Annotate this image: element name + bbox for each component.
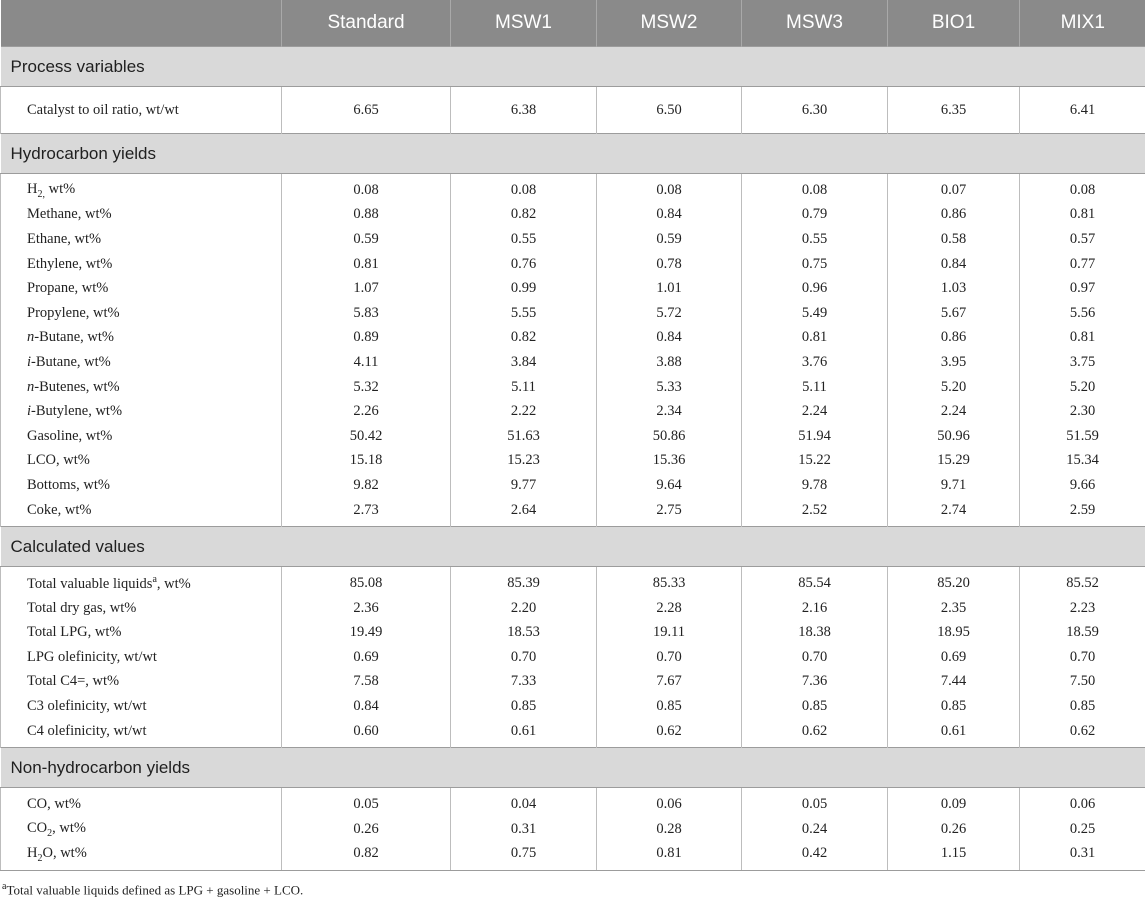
table-cell: 0.75 bbox=[742, 252, 888, 277]
table-row bbox=[1, 596, 1145, 621]
table-cell: 85.08 bbox=[282, 567, 451, 596]
table-cell: 0.81 bbox=[597, 842, 742, 871]
table-cell: 1.15 bbox=[888, 842, 1020, 871]
row-label-italic: i bbox=[27, 403, 31, 419]
table-cell: 85.20 bbox=[888, 567, 1020, 596]
table-cell: 1.07 bbox=[282, 276, 451, 301]
row-label-suffix: -Butane, wt% bbox=[34, 329, 114, 345]
table-cell: 18.38 bbox=[742, 621, 888, 646]
table-cell: 0.59 bbox=[282, 227, 451, 252]
table-row bbox=[1, 252, 1145, 277]
row-label bbox=[1, 567, 282, 596]
table-cell: 0.24 bbox=[742, 817, 888, 842]
table-cell: 0.61 bbox=[451, 719, 597, 748]
row-label: Gasoline, wt% bbox=[1, 424, 282, 449]
table-cell: 0.31 bbox=[451, 817, 597, 842]
table-cell: 0.84 bbox=[282, 694, 451, 719]
table-cell: 0.05 bbox=[282, 788, 451, 817]
table-cell: 3.88 bbox=[597, 350, 742, 375]
row-label: LPG olefinicity, wt/wt bbox=[1, 645, 282, 670]
table-cell: 0.25 bbox=[1020, 817, 1145, 842]
table-cell: 5.55 bbox=[451, 301, 597, 326]
row-label-italic: i bbox=[27, 354, 31, 370]
table-cell: 2.30 bbox=[1020, 399, 1145, 424]
table-cell: 51.63 bbox=[451, 424, 597, 449]
table-cell: 0.55 bbox=[742, 227, 888, 252]
table-cell: 0.62 bbox=[597, 719, 742, 748]
table-cell: 19.11 bbox=[597, 621, 742, 646]
table-cell: 0.70 bbox=[597, 645, 742, 670]
row-label bbox=[1, 350, 282, 375]
table-cell: 15.36 bbox=[597, 449, 742, 474]
row-label-italic: n bbox=[27, 379, 34, 395]
row-label: Methane, wt% bbox=[1, 203, 282, 228]
table-cell: 7.44 bbox=[888, 670, 1020, 695]
table-cell: 0.79 bbox=[742, 203, 888, 228]
table-row bbox=[1, 788, 1145, 817]
table-cell: 15.22 bbox=[742, 449, 888, 474]
row-label-suffix: , wt% bbox=[52, 820, 86, 836]
row-label-superscript: a bbox=[152, 574, 156, 585]
section-row-nonhydrocarbon bbox=[1, 748, 1145, 788]
table-cell: 9.71 bbox=[888, 473, 1020, 498]
table-row bbox=[1, 301, 1145, 326]
table-row bbox=[1, 87, 1145, 134]
table-cell: 0.99 bbox=[451, 276, 597, 301]
section-title: Calculated values bbox=[1, 527, 1145, 567]
table-cell: 3.95 bbox=[888, 350, 1020, 375]
table-cell: 0.55 bbox=[451, 227, 597, 252]
row-label-text: H bbox=[27, 845, 37, 861]
row-label: Propane, wt% bbox=[1, 276, 282, 301]
table-cell: 0.82 bbox=[451, 326, 597, 351]
table-row bbox=[1, 424, 1145, 449]
table-cell: 6.41 bbox=[1020, 87, 1145, 134]
section-row-calculated bbox=[1, 527, 1145, 567]
footnote bbox=[0, 871, 1145, 898]
row-label: Catalyst to oil ratio, wt/wt bbox=[1, 87, 282, 134]
header-msw1: MSW1 bbox=[451, 0, 597, 47]
table-cell: 0.97 bbox=[1020, 276, 1145, 301]
row-label-suffix: wt% bbox=[45, 181, 75, 197]
table-cell: 2.22 bbox=[451, 399, 597, 424]
table-cell: 2.34 bbox=[597, 399, 742, 424]
table-cell: 5.83 bbox=[282, 301, 451, 326]
footnote-text: Total valuable liquids defined as LPG + gasoline + LCO. bbox=[6, 883, 303, 898]
table-cell: 3.76 bbox=[742, 350, 888, 375]
table-cell: 9.77 bbox=[451, 473, 597, 498]
row-label: Total C4=, wt% bbox=[1, 670, 282, 695]
row-label-subscript: 2, bbox=[37, 189, 45, 200]
table-row bbox=[1, 498, 1145, 527]
table-cell: 0.70 bbox=[742, 645, 888, 670]
row-label-text: CO bbox=[27, 820, 47, 836]
table-cell: 0.96 bbox=[742, 276, 888, 301]
row-label-suffix: -Butane, wt% bbox=[31, 354, 111, 370]
row-label bbox=[1, 174, 282, 203]
table-cell: 0.26 bbox=[282, 817, 451, 842]
table-cell: 15.34 bbox=[1020, 449, 1145, 474]
table-cell: 0.08 bbox=[1020, 174, 1145, 203]
table-cell: 0.08 bbox=[597, 174, 742, 203]
table-cell: 5.20 bbox=[888, 375, 1020, 400]
table-cell: 7.36 bbox=[742, 670, 888, 695]
section-title: Non-hydrocarbon yields bbox=[1, 748, 1145, 788]
row-label-suffix: , wt% bbox=[157, 576, 191, 592]
table-row bbox=[1, 203, 1145, 228]
table-cell: 2.26 bbox=[282, 399, 451, 424]
table-cell: 0.70 bbox=[451, 645, 597, 670]
table-cell: 2.52 bbox=[742, 498, 888, 527]
row-label: C3 olefinicity, wt/wt bbox=[1, 694, 282, 719]
header-standard: Standard bbox=[282, 0, 451, 47]
header-msw3: MSW3 bbox=[742, 0, 888, 47]
row-label: Bottoms, wt% bbox=[1, 473, 282, 498]
table-cell: 50.86 bbox=[597, 424, 742, 449]
table-row bbox=[1, 449, 1145, 474]
table-cell: 4.11 bbox=[282, 350, 451, 375]
table-cell: 15.18 bbox=[282, 449, 451, 474]
row-label-suffix: O, wt% bbox=[42, 845, 86, 861]
table-cell: 0.31 bbox=[1020, 842, 1145, 871]
row-label-suffix: -Butylene, wt% bbox=[31, 403, 122, 419]
table-cell: 0.04 bbox=[451, 788, 597, 817]
table-row bbox=[1, 817, 1145, 842]
table-cell: 0.81 bbox=[742, 326, 888, 351]
table-row bbox=[1, 350, 1145, 375]
table-cell: 6.35 bbox=[888, 87, 1020, 134]
table-row bbox=[1, 694, 1145, 719]
table-cell: 0.77 bbox=[1020, 252, 1145, 277]
table-cell: 0.82 bbox=[451, 203, 597, 228]
table-cell: 50.42 bbox=[282, 424, 451, 449]
table-cell: 0.07 bbox=[888, 174, 1020, 203]
table-cell: 5.11 bbox=[742, 375, 888, 400]
table-cell: 2.74 bbox=[888, 498, 1020, 527]
table-cell: 0.75 bbox=[451, 842, 597, 871]
row-label: C4 olefinicity, wt/wt bbox=[1, 719, 282, 748]
row-label bbox=[1, 399, 282, 424]
section-row-hydrocarbon bbox=[1, 134, 1145, 174]
table-cell: 2.36 bbox=[282, 596, 451, 621]
table-cell: 7.58 bbox=[282, 670, 451, 695]
table-cell: 0.86 bbox=[888, 203, 1020, 228]
table-cell: 0.88 bbox=[282, 203, 451, 228]
table-cell: 0.82 bbox=[282, 842, 451, 871]
row-label-subscript: 2 bbox=[47, 828, 52, 839]
table-cell: 51.59 bbox=[1020, 424, 1145, 449]
table-row bbox=[1, 842, 1145, 871]
row-label: Total dry gas, wt% bbox=[1, 596, 282, 621]
table-cell: 0.69 bbox=[888, 645, 1020, 670]
table-cell: 0.84 bbox=[597, 326, 742, 351]
table-cell: 0.85 bbox=[888, 694, 1020, 719]
table-cell: 0.59 bbox=[597, 227, 742, 252]
header-bio1: BIO1 bbox=[888, 0, 1020, 47]
table-cell: 0.42 bbox=[742, 842, 888, 871]
table-row bbox=[1, 567, 1145, 596]
section-title: Process variables bbox=[1, 47, 1145, 87]
table-cell: 5.67 bbox=[888, 301, 1020, 326]
table-cell: 0.26 bbox=[888, 817, 1020, 842]
table-cell: 9.82 bbox=[282, 473, 451, 498]
table-cell: 0.76 bbox=[451, 252, 597, 277]
table-cell: 5.72 bbox=[597, 301, 742, 326]
table-cell: 0.06 bbox=[597, 788, 742, 817]
table-body bbox=[1, 47, 1145, 871]
table-row bbox=[1, 174, 1145, 203]
table-cell: 2.73 bbox=[282, 498, 451, 527]
table-cell: 19.49 bbox=[282, 621, 451, 646]
table-cell: 5.20 bbox=[1020, 375, 1145, 400]
table-cell: 0.05 bbox=[742, 788, 888, 817]
table-cell: 0.61 bbox=[888, 719, 1020, 748]
table-cell: 6.50 bbox=[597, 87, 742, 134]
table-cell: 0.69 bbox=[282, 645, 451, 670]
table-cell: 2.20 bbox=[451, 596, 597, 621]
table-cell: 5.49 bbox=[742, 301, 888, 326]
table-cell: 0.28 bbox=[597, 817, 742, 842]
table-cell: 0.85 bbox=[742, 694, 888, 719]
table-cell: 1.03 bbox=[888, 276, 1020, 301]
table-cell: 5.32 bbox=[282, 375, 451, 400]
table-cell: 6.65 bbox=[282, 87, 451, 134]
table-cell: 0.70 bbox=[1020, 645, 1145, 670]
table-cell: 0.62 bbox=[1020, 719, 1145, 748]
table-cell: 18.95 bbox=[888, 621, 1020, 646]
header-row bbox=[1, 0, 1145, 47]
table-cell: 2.64 bbox=[451, 498, 597, 527]
table-cell: 6.38 bbox=[451, 87, 597, 134]
row-label: Propylene, wt% bbox=[1, 301, 282, 326]
header-blank bbox=[1, 0, 282, 47]
table-cell: 0.08 bbox=[451, 174, 597, 203]
row-label: LCO, wt% bbox=[1, 449, 282, 474]
row-label bbox=[1, 375, 282, 400]
section-title: Hydrocarbon yields bbox=[1, 134, 1145, 174]
table-row bbox=[1, 227, 1145, 252]
table-cell: 0.89 bbox=[282, 326, 451, 351]
table-cell: 0.84 bbox=[888, 252, 1020, 277]
table-cell: 0.06 bbox=[1020, 788, 1145, 817]
table-row bbox=[1, 670, 1145, 695]
table-cell: 3.75 bbox=[1020, 350, 1145, 375]
table-cell: 85.33 bbox=[597, 567, 742, 596]
row-label bbox=[1, 817, 282, 842]
table-cell: 7.50 bbox=[1020, 670, 1145, 695]
table-row bbox=[1, 399, 1145, 424]
table-cell: 5.33 bbox=[597, 375, 742, 400]
table-cell: 18.53 bbox=[451, 621, 597, 646]
header-mix1: MIX1 bbox=[1020, 0, 1145, 47]
table-row bbox=[1, 326, 1145, 351]
table-cell: 0.84 bbox=[597, 203, 742, 228]
table-cell: 2.59 bbox=[1020, 498, 1145, 527]
table-cell: 9.64 bbox=[597, 473, 742, 498]
row-label: Ethylene, wt% bbox=[1, 252, 282, 277]
row-label: Ethane, wt% bbox=[1, 227, 282, 252]
table-row bbox=[1, 621, 1145, 646]
row-label-subscript: 2 bbox=[37, 852, 42, 863]
table-cell: 51.94 bbox=[742, 424, 888, 449]
table-cell: 15.29 bbox=[888, 449, 1020, 474]
table-cell: 0.85 bbox=[451, 694, 597, 719]
table-cell: 9.66 bbox=[1020, 473, 1145, 498]
table-cell: 0.58 bbox=[888, 227, 1020, 252]
table-cell: 5.11 bbox=[451, 375, 597, 400]
table-cell: 15.23 bbox=[451, 449, 597, 474]
table-cell: 7.33 bbox=[451, 670, 597, 695]
table-cell: 2.24 bbox=[888, 399, 1020, 424]
table-cell: 0.81 bbox=[1020, 203, 1145, 228]
row-label bbox=[1, 842, 282, 871]
table-cell: 0.08 bbox=[282, 174, 451, 203]
table-cell: 0.86 bbox=[888, 326, 1020, 351]
table-cell: 0.08 bbox=[742, 174, 888, 203]
table-cell: 2.23 bbox=[1020, 596, 1145, 621]
table-cell: 85.39 bbox=[451, 567, 597, 596]
table-cell: 3.84 bbox=[451, 350, 597, 375]
table-cell: 85.54 bbox=[742, 567, 888, 596]
row-label: CO, wt% bbox=[1, 788, 282, 817]
table-cell: 2.28 bbox=[597, 596, 742, 621]
row-label-suffix: -Butenes, wt% bbox=[34, 379, 119, 395]
table-cell: 0.78 bbox=[597, 252, 742, 277]
table-row bbox=[1, 473, 1145, 498]
table-cell: 6.30 bbox=[742, 87, 888, 134]
row-label bbox=[1, 326, 282, 351]
table-cell: 0.81 bbox=[1020, 326, 1145, 351]
table-cell: 0.62 bbox=[742, 719, 888, 748]
table-cell: 0.60 bbox=[282, 719, 451, 748]
table-cell: 50.96 bbox=[888, 424, 1020, 449]
table-cell: 18.59 bbox=[1020, 621, 1145, 646]
table-cell: 1.01 bbox=[597, 276, 742, 301]
table-cell: 9.78 bbox=[742, 473, 888, 498]
table-cell: 7.67 bbox=[597, 670, 742, 695]
table-cell: 5.56 bbox=[1020, 301, 1145, 326]
table-cell: 2.24 bbox=[742, 399, 888, 424]
table-cell: 0.85 bbox=[597, 694, 742, 719]
table-cell: 0.57 bbox=[1020, 227, 1145, 252]
table-cell: 2.16 bbox=[742, 596, 888, 621]
header-msw2: MSW2 bbox=[597, 0, 742, 47]
table-cell: 0.09 bbox=[888, 788, 1020, 817]
table-row bbox=[1, 276, 1145, 301]
section-row-process bbox=[1, 47, 1145, 87]
table-cell: 0.81 bbox=[282, 252, 451, 277]
row-label-italic: n bbox=[27, 329, 34, 345]
table-row bbox=[1, 375, 1145, 400]
table-row bbox=[1, 719, 1145, 748]
row-label: Coke, wt% bbox=[1, 498, 282, 527]
table-cell: 2.75 bbox=[597, 498, 742, 527]
table-cell: 2.35 bbox=[888, 596, 1020, 621]
row-label-text: H bbox=[27, 181, 37, 197]
table-cell: 85.52 bbox=[1020, 567, 1145, 596]
row-label-text: Total valuable liquids bbox=[27, 576, 152, 592]
row-label: Total LPG, wt% bbox=[1, 621, 282, 646]
table-cell: 0.85 bbox=[1020, 694, 1145, 719]
table-row bbox=[1, 645, 1145, 670]
footnote-mark: a bbox=[2, 881, 6, 892]
